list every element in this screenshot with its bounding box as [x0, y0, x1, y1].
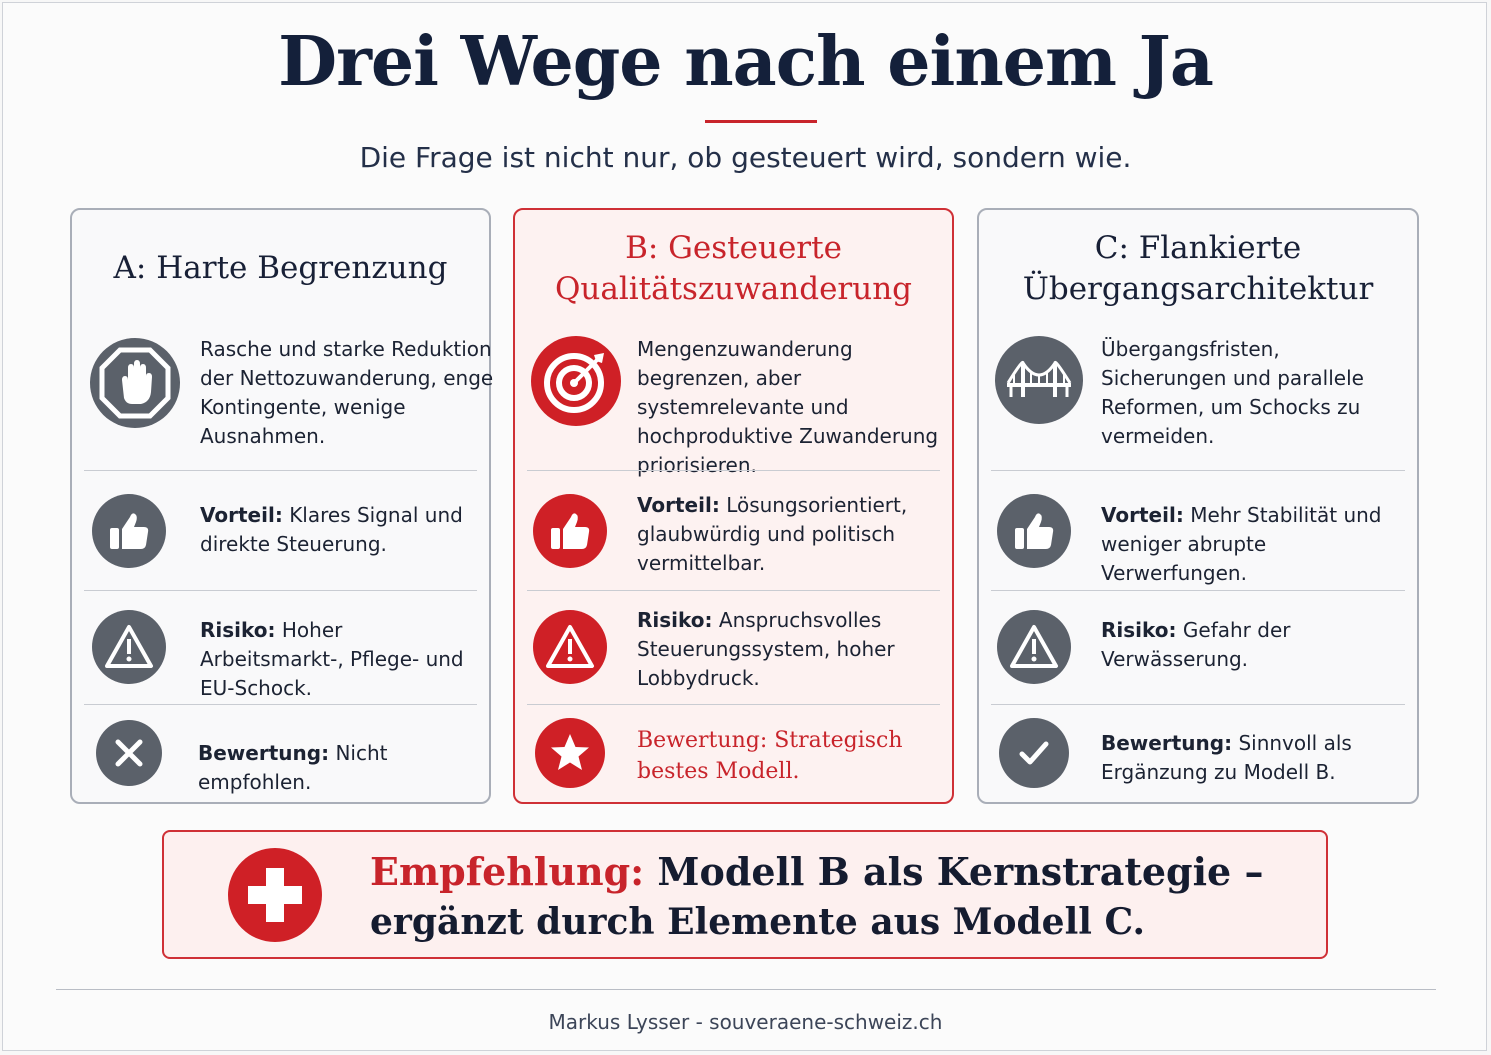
card-c-rating: Bewertung: Sinnvoll als Ergänzung zu Modell B. [1101, 731, 1352, 784]
warning-icon [92, 610, 166, 684]
footer-credit: Markus Lysser - souveraene-schweiz.ch [548, 1010, 943, 1034]
page-title: Drei Wege nach einem Ja [278, 22, 1213, 102]
card-b [513, 208, 954, 804]
card-b-rating: Bewertung: Strategisch bestes Modell. [637, 728, 903, 784]
card-a-description-row [84, 328, 494, 470]
card-c-title: C: Flankierte Übergangsarchitektur [1022, 230, 1374, 307]
card-a-advantage: Vorteil: Klares Signal und direkte Steuerung. [200, 503, 463, 556]
target-icon [531, 336, 621, 426]
card-c-risk-row [991, 590, 1405, 705]
recommendation-line-1: Empfehlung: Modell B als Kernstrategie – [370, 849, 1264, 894]
warning-icon [997, 610, 1071, 684]
footer-divider [56, 989, 1436, 990]
star-icon [535, 718, 605, 788]
card-a-rating-row [84, 704, 477, 803]
card-b-advantage: Vorteil: Lösungsorientiert, glaubwürdig und politisch vermittelbar. [637, 493, 908, 575]
card-a-risk: Risiko: Hoher Arbeitsmarkt-, Pflege- und EU-Schock. [200, 618, 464, 700]
thumbs-up-icon [92, 494, 166, 568]
card-a-rating: Bewertung: Nicht empfohlen. [198, 741, 388, 794]
x-mark-icon [96, 720, 162, 786]
card-c [977, 208, 1419, 804]
page-subtitle: Die Frage ist nicht nur, ob gesteuert wird, sondern wie. [359, 141, 1132, 174]
card-b-risk: Risiko: Anspruchsvolles Steuerungssystem, hoher Lobbydruck. [637, 608, 895, 690]
swiss-cross-icon [228, 848, 322, 942]
card-b-description-row [527, 328, 940, 477]
card-b-risk-row [527, 590, 940, 705]
card-a-title: A: Harte Begrenzung [113, 250, 448, 286]
card-c-advantage-row [991, 470, 1405, 589]
card-b-title: B: Gesteuerte Qualitätszuwanderung [554, 230, 913, 307]
bridge-icon [995, 336, 1083, 424]
card-c-description: Übergangsfristen, Sicherungen und parallele Reformen, um Schocks zu vermeiden. [1101, 337, 1364, 448]
card-b-rating-row [527, 704, 940, 803]
card-b-advantage-row [527, 470, 940, 589]
card-c-rating-row [991, 704, 1405, 803]
thumbs-up-icon [533, 494, 607, 568]
title-underline [705, 120, 817, 123]
card-c-advantage: Vorteil: Mehr Stabilität und weniger abrupte Verwerfungen. [1101, 503, 1382, 585]
card-a [70, 208, 494, 804]
card-a-risk-row [84, 590, 477, 705]
card-a-advantage-row [84, 470, 477, 589]
card-b-description: Mengenzuwanderung begrenzen, aber systemrelevante und hochproduktive Zuwanderung priorisieren. [637, 337, 939, 477]
stop-hand-icon [90, 338, 180, 428]
card-c-risk: Risiko: Gefahr der Verwässerung. [1101, 618, 1291, 671]
recommendation-box [162, 830, 1328, 959]
card-a-description: Rasche und starke Reduktion der Nettozuwanderung, enge Kontingente, wenige Ausnahmen. [200, 337, 494, 448]
warning-icon [533, 610, 607, 684]
thumbs-up-icon [997, 494, 1071, 568]
card-c-description-row [991, 328, 1405, 470]
checkmark-icon [999, 718, 1069, 788]
recommendation-line-2: ergänzt durch Elemente aus Modell C. [370, 901, 1146, 943]
